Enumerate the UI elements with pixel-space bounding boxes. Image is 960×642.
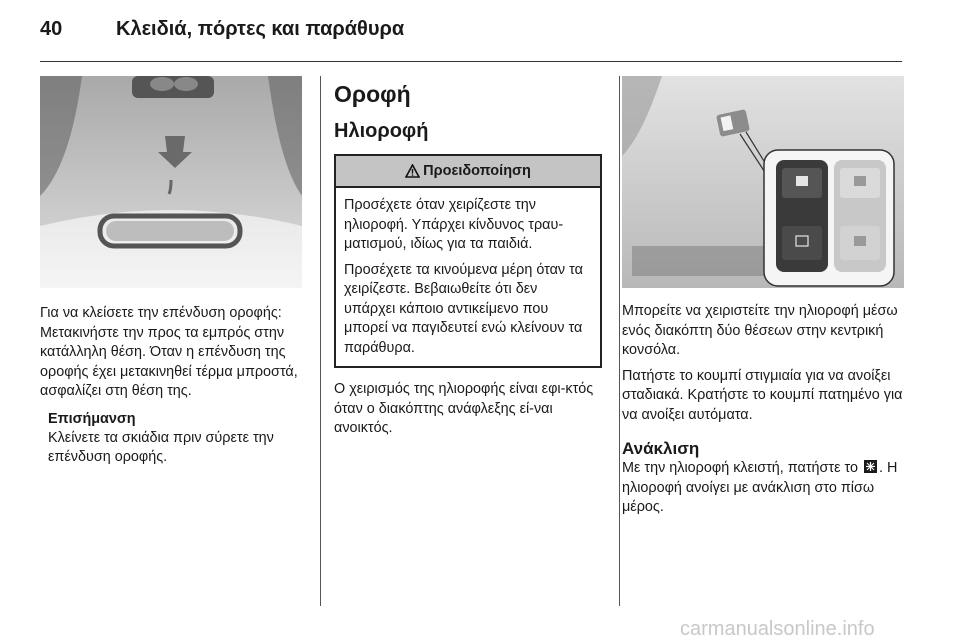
headliner-photo — [40, 76, 302, 288]
open-instructions: Πατήστε το κουμπί στιγμιαία για να ανοίξει σταδιακά. Κρατήστε το κουμπί πατημένο για να ανοίξει αυτόματα. — [622, 367, 903, 423]
sunroof-switch-photo — [622, 76, 904, 288]
warning-body — [336, 188, 600, 366]
subsection-heading: Ηλιοροφή — [334, 120, 429, 142]
warning-paragraph: Προσέχετε όταν χειρίζεστε την ηλιοροφή. Υπάρχει κίνδυνος τραυ-ματισμού, ιδίως για τα παιδιά. — [344, 197, 564, 252]
page-title: Κλειδιά, πόρτες και παράθυρα — [116, 18, 405, 40]
warning-box — [334, 154, 602, 368]
column-middle — [334, 76, 602, 439]
tilt-text-start: Με την ηλιοροφή κλειστή, πατήστε το — [622, 460, 858, 476]
warning-paragraph: Προσέχετε τα κινούμενα μέρη όταν τα χειρίζεστε. Βεβαιωθείτε ότι δεν υπάρχει κάποιο αντικείμενο που μπορεί να παγιδευτεί ενώ κλείνουν τα παράθυρα. — [344, 261, 583, 356]
sunroof-switch-illustration — [622, 76, 904, 288]
ignition-note: Ο χειρισμός της ηλιοροφής είναι εφι-κτός όταν ο διακόπτης ανάφλεξης εί-ναι ανοικτός. — [334, 381, 594, 436]
section-heading: Οροφή — [334, 81, 411, 107]
headliner-illustration — [40, 76, 302, 288]
sunroof-tilt-icon — [864, 460, 877, 473]
tilt-heading: Ανάκλιση — [622, 439, 700, 458]
notice-text: Κλείνετε τα σκιάδια πριν σύρετε την επένδυση οροφής. — [48, 429, 274, 465]
warning-triangle-icon — [405, 164, 420, 178]
column-right — [622, 76, 904, 518]
column-left — [40, 76, 302, 468]
watermark: carmanualsonline.info — [680, 618, 875, 640]
column-divider-right — [619, 76, 620, 606]
warning-label: Προειδοποίηση — [423, 163, 531, 179]
notice-title: Επισήμανση — [48, 410, 136, 427]
notice-block — [40, 410, 302, 468]
page-number: 40 — [40, 18, 63, 40]
switch-description: Μπορείτε να χειριστείτε την ηλιοροφή μέσω ενός διακόπτη δύο θέσεων στην κεντρική κονσόλα. — [622, 303, 898, 358]
tilt-instructions — [622, 459, 904, 518]
page-header — [0, 0, 960, 62]
tilt-text-end: . Η ηλιοροφή ανοίγει με ανάκλιση στο πίσω μέρος. — [622, 460, 898, 515]
header-divider — [40, 61, 902, 62]
close-headliner-instructions: Για να κλείσετε την επένδυση οροφής: Μετακινήστε την προς τα εμπρός στην κατάλληλη θέση. Όταν η επένδυση της οροφής έχει μετακινηθεί τέρμα μπροστά, ασφαλίζει στη θέση της. — [40, 305, 298, 399]
warning-header — [336, 156, 600, 188]
column-divider-left — [320, 76, 321, 606]
